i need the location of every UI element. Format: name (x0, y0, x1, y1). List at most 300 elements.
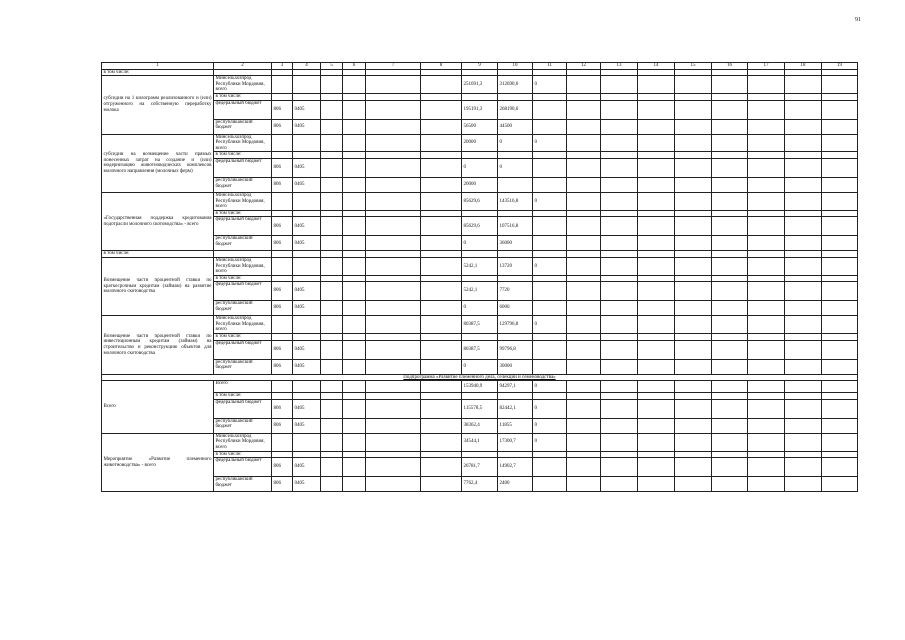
value-col11: 0 (533, 381, 567, 393)
label-row (102, 251, 858, 258)
empty-cell (822, 334, 858, 341)
empty-cell (748, 316, 785, 334)
empty-cell (343, 334, 366, 341)
grbs-cell (272, 76, 293, 94)
empty-cell (567, 458, 601, 477)
rzpr-cell (293, 433, 321, 451)
empty-cell (712, 316, 748, 334)
header-cell: 19 (822, 63, 858, 70)
value-col11 (533, 210, 567, 217)
empty-cell (785, 134, 822, 152)
rzpr-cell (293, 76, 321, 94)
value-col10 (498, 177, 533, 192)
empty-cell (567, 134, 601, 152)
empty-cell (785, 316, 822, 334)
table-row (102, 399, 858, 418)
empty-cell (822, 251, 858, 258)
source-cell: федеральный бюджет (214, 340, 272, 359)
empty-cell (343, 477, 366, 492)
empty-cell (785, 100, 822, 119)
empty-cell (421, 451, 462, 458)
grbs-cell: 806 (272, 119, 293, 134)
value-col10: 99796,8 (498, 340, 533, 359)
empty-cell (366, 334, 421, 341)
empty-cell (822, 458, 858, 477)
empty-cell (421, 477, 462, 492)
value-col10: 129796,8 (498, 316, 533, 334)
empty-cell (748, 93, 785, 100)
value-col9: 56500 (462, 119, 498, 134)
value-col9: 5242,1 (462, 282, 498, 301)
empty-cell (567, 381, 601, 393)
rzpr-cell: 0405 (293, 119, 321, 134)
empty-cell (822, 381, 858, 393)
empty-cell (675, 236, 712, 251)
empty-cell (601, 210, 638, 217)
empty-cell (675, 359, 712, 374)
empty-cell (366, 69, 421, 76)
source-cell: в том числе: (214, 334, 272, 341)
value-col11: 0 (533, 76, 567, 94)
empty-cell (567, 152, 601, 159)
empty-cell (567, 340, 601, 359)
header-cell: 18 (785, 63, 822, 70)
block-description: Возмещение части процентной ставки по инвестиционным кредитам (займам) на строительство и реконструкцию объектов для молочного скотоводства (102, 316, 214, 374)
subprogram-row (102, 374, 858, 381)
rzpr-cell: 0405 (293, 477, 321, 492)
rzpr-cell: 0405 (293, 340, 321, 359)
value-col10: 7720 (498, 282, 533, 301)
rzpr-cell (293, 334, 321, 341)
empty-cell (712, 334, 748, 341)
empty-cell (822, 192, 858, 210)
empty-cell (785, 257, 822, 275)
empty-cell (785, 477, 822, 492)
table-row (102, 433, 858, 451)
empty-cell (675, 301, 712, 316)
value-col10: 312690,6 (498, 76, 533, 94)
empty-cell (638, 251, 675, 258)
value-col9: 251691,3 (462, 76, 498, 94)
value-col11 (533, 282, 567, 301)
grbs-cell: 806 (272, 418, 293, 433)
empty-cell (748, 393, 785, 400)
empty-cell (822, 177, 858, 192)
empty-cell (321, 251, 343, 258)
empty-cell (321, 192, 343, 210)
value-col9: 195191,3 (462, 100, 498, 119)
empty-cell (321, 177, 343, 192)
empty-cell (748, 210, 785, 217)
value-col11 (533, 275, 567, 282)
empty-cell (343, 236, 366, 251)
empty-cell (601, 393, 638, 400)
empty-cell (321, 236, 343, 251)
value-col9: 34544,1 (462, 433, 498, 451)
value-col11 (533, 236, 567, 251)
value-col11 (533, 334, 567, 341)
empty-cell (343, 210, 366, 217)
empty-cell (343, 316, 366, 334)
empty-cell (638, 152, 675, 159)
rzpr-cell: 0405 (293, 236, 321, 251)
empty-cell (343, 282, 366, 301)
grbs-cell: 806 (272, 399, 293, 418)
header-cell: 1 (102, 63, 214, 70)
empty-cell (822, 134, 858, 152)
table-row (102, 158, 858, 177)
empty-cell (785, 76, 822, 94)
empty-cell (601, 192, 638, 210)
value-col11 (533, 93, 567, 100)
value-col11: 0 (533, 316, 567, 334)
empty-cell (567, 236, 601, 251)
empty-cell (638, 119, 675, 134)
empty-cell (748, 134, 785, 152)
empty-cell (421, 251, 462, 258)
empty-cell (293, 69, 321, 76)
empty-cell (675, 418, 712, 433)
rzpr-cell: 0405 (293, 282, 321, 301)
empty-cell (822, 477, 858, 492)
empty-cell (785, 217, 822, 236)
empty-cell (638, 477, 675, 492)
empty-cell (601, 418, 638, 433)
source-cell: в том числе: (214, 93, 272, 100)
grbs-cell (272, 93, 293, 100)
empty-cell (675, 100, 712, 119)
empty-cell (567, 119, 601, 134)
value-col10: 44500 (498, 119, 533, 134)
empty-cell (638, 76, 675, 94)
empty-cell (421, 418, 462, 433)
table-row (102, 177, 858, 192)
value-col10: 2400 (498, 477, 533, 492)
rzpr-cell: 0405 (293, 399, 321, 418)
empty-cell (675, 257, 712, 275)
empty-cell (785, 69, 822, 76)
empty-cell (343, 192, 366, 210)
empty-cell (601, 340, 638, 359)
empty-cell (638, 192, 675, 210)
empty-cell (421, 177, 462, 192)
source-cell: Минсельхозпрод Республики Мордовия, всего (214, 134, 272, 152)
empty-cell (343, 340, 366, 359)
empty-cell (748, 334, 785, 341)
empty-cell (601, 217, 638, 236)
empty-cell (343, 177, 366, 192)
source-cell: Минсельхозпрод Республики Мордовия, всего (214, 76, 272, 94)
empty-cell (567, 433, 601, 451)
empty-cell (822, 76, 858, 94)
empty-cell (638, 134, 675, 152)
empty-cell (712, 251, 748, 258)
value-col9: 0 (462, 359, 498, 374)
empty-cell (567, 93, 601, 100)
empty-cell (601, 451, 638, 458)
empty-cell (321, 210, 343, 217)
empty-cell (421, 340, 462, 359)
empty-cell (712, 69, 748, 76)
grbs-cell: 806 (272, 477, 293, 492)
empty-cell (822, 359, 858, 374)
value-col11 (533, 359, 567, 374)
table-row (102, 100, 858, 119)
empty-cell (675, 433, 712, 451)
empty-cell (567, 393, 601, 400)
empty-cell (343, 257, 366, 275)
value-col9: 20000 (462, 177, 498, 192)
grbs-cell: 806 (272, 217, 293, 236)
value-col9: 115578,5 (462, 399, 498, 418)
empty-cell (638, 217, 675, 236)
empty-cell (748, 359, 785, 374)
empty-cell (638, 334, 675, 341)
value-col9 (462, 334, 498, 341)
rzpr-cell (293, 316, 321, 334)
grbs-cell: 806 (272, 359, 293, 374)
empty-cell (366, 316, 421, 334)
value-col10: 6000 (498, 301, 533, 316)
rzpr-cell (293, 152, 321, 159)
rzpr-cell: 0405 (293, 418, 321, 433)
empty-cell (343, 158, 366, 177)
empty-cell (366, 257, 421, 275)
grbs-cell (272, 192, 293, 210)
empty-cell (321, 158, 343, 177)
empty-cell (748, 340, 785, 359)
source-cell: федеральный бюджет (214, 100, 272, 119)
source-cell: в том числе: (214, 152, 272, 159)
empty-cell (421, 257, 462, 275)
empty-cell (601, 359, 638, 374)
source-cell: в том числе: (214, 451, 272, 458)
empty-cell (421, 217, 462, 236)
empty-cell (601, 399, 638, 418)
value-col10 (498, 334, 533, 341)
table-row (102, 381, 858, 393)
empty-cell (675, 399, 712, 418)
empty-cell (601, 282, 638, 301)
value-col10: 0 (498, 134, 533, 152)
empty-cell (638, 275, 675, 282)
value-col10 (498, 393, 533, 400)
page-number: 91 (855, 17, 861, 23)
empty-cell (421, 381, 462, 393)
value-col11: 0 (533, 192, 567, 210)
empty-cell (462, 69, 498, 76)
empty-cell (601, 477, 638, 492)
empty-cell (321, 301, 343, 316)
table-row (102, 316, 858, 334)
empty-cell (822, 119, 858, 134)
empty-cell (601, 301, 638, 316)
header-row (102, 63, 858, 70)
empty-cell (321, 316, 343, 334)
empty-cell (567, 359, 601, 374)
empty-cell (638, 340, 675, 359)
empty-cell (822, 340, 858, 359)
empty-cell (785, 192, 822, 210)
empty-cell (785, 393, 822, 400)
empty-cell (533, 251, 567, 258)
empty-cell (822, 257, 858, 275)
empty-cell (601, 275, 638, 282)
header-cell: 10 (498, 63, 533, 70)
empty-cell (421, 399, 462, 418)
empty-cell (785, 340, 822, 359)
empty-cell (366, 381, 421, 393)
empty-cell (638, 359, 675, 374)
empty-cell (712, 282, 748, 301)
value-col9: 85629,6 (462, 217, 498, 236)
table-row (102, 451, 858, 458)
empty-cell (366, 192, 421, 210)
empty-cell (601, 458, 638, 477)
empty-cell (638, 100, 675, 119)
empty-cell (366, 177, 421, 192)
empty-cell (675, 217, 712, 236)
empty-cell (675, 393, 712, 400)
empty-cell (822, 301, 858, 316)
empty-cell (748, 451, 785, 458)
value-col10: 268190,6 (498, 100, 533, 119)
empty-cell (712, 433, 748, 451)
empty-cell (785, 275, 822, 282)
source-cell: республиканский бюджет (214, 177, 272, 192)
rzpr-cell (293, 275, 321, 282)
empty-cell (366, 399, 421, 418)
empty-cell (421, 316, 462, 334)
empty-cell (748, 100, 785, 119)
empty-cell (498, 251, 533, 258)
empty-cell (748, 433, 785, 451)
empty-cell (321, 433, 343, 451)
empty-cell (321, 119, 343, 134)
value-col11 (533, 100, 567, 119)
value-col10: 14902,7 (498, 458, 533, 477)
empty-cell (601, 69, 638, 76)
header-cell: 4 (293, 63, 321, 70)
empty-cell (366, 210, 421, 217)
empty-cell (712, 399, 748, 418)
empty-cell (321, 451, 343, 458)
table-row (102, 217, 858, 236)
empty-cell (785, 301, 822, 316)
empty-cell (567, 158, 601, 177)
grbs-cell (272, 134, 293, 152)
empty-cell (366, 152, 421, 159)
empty-cell (366, 275, 421, 282)
empty-cell (601, 134, 638, 152)
empty-cell (712, 359, 748, 374)
empty-cell (343, 393, 366, 400)
empty-cell (748, 381, 785, 393)
header-cell: 7 (366, 63, 421, 70)
rzpr-cell (293, 93, 321, 100)
value-col11 (533, 152, 567, 159)
block-description: субсидии на 1 килограмм реализованного и (или) отгруженного на собственную переработку молока (102, 76, 214, 134)
empty-cell (822, 152, 858, 159)
empty-cell (421, 236, 462, 251)
empty-cell (366, 418, 421, 433)
value-col11: 0 (533, 257, 567, 275)
empty-cell (748, 217, 785, 236)
empty-cell (421, 69, 462, 76)
empty-cell (343, 100, 366, 119)
empty-cell (785, 451, 822, 458)
source-cell: Минсельхозпрод Республики Мордовия, всего (214, 433, 272, 451)
rzpr-cell (293, 393, 321, 400)
empty-cell (321, 381, 343, 393)
value-col9 (462, 393, 498, 400)
rzpr-cell (293, 210, 321, 217)
value-col9: 0 (462, 158, 498, 177)
value-col11: 0 (533, 418, 567, 433)
empty-cell (822, 451, 858, 458)
empty-cell (785, 119, 822, 134)
empty-cell (366, 76, 421, 94)
value-col11 (533, 301, 567, 316)
value-col9: 7762,4 (462, 477, 498, 492)
label-v-tom-chisle: в том числе: (102, 69, 214, 76)
grbs-cell: 806 (272, 158, 293, 177)
header-cell: 15 (675, 63, 712, 70)
value-col10: 107516,8 (498, 217, 533, 236)
empty-cell (601, 381, 638, 393)
label-row (102, 69, 858, 76)
empty-cell (712, 210, 748, 217)
empty-cell (601, 236, 638, 251)
rzpr-cell: 0405 (293, 301, 321, 316)
empty-cell (675, 282, 712, 301)
source-cell: в том числе: (214, 275, 272, 282)
empty-cell (366, 359, 421, 374)
empty-cell (567, 100, 601, 119)
empty-cell (366, 451, 421, 458)
empty-cell (638, 381, 675, 393)
empty-cell (343, 76, 366, 94)
table-row (102, 334, 858, 341)
rzpr-cell: 0405 (293, 158, 321, 177)
table-row (102, 236, 858, 251)
grbs-cell (272, 433, 293, 451)
block-description: Мероприятие «Развитие племенного животноводства» - всего (102, 433, 214, 491)
empty-cell (421, 301, 462, 316)
empty-cell (321, 217, 343, 236)
value-col11 (533, 340, 567, 359)
empty-cell (567, 251, 601, 258)
empty-cell (675, 210, 712, 217)
rzpr-cell: 0405 (293, 100, 321, 119)
empty-cell (822, 316, 858, 334)
empty-cell (785, 418, 822, 433)
empty-cell (712, 236, 748, 251)
value-col10 (498, 93, 533, 100)
value-col11 (533, 393, 567, 400)
header-cell: 16 (712, 63, 748, 70)
grbs-cell (272, 393, 293, 400)
value-col11: 0 (533, 399, 567, 418)
empty-cell (321, 418, 343, 433)
rzpr-cell (293, 381, 321, 393)
empty-cell (638, 301, 675, 316)
source-cell: республиканский бюджет (214, 236, 272, 251)
empty-cell (712, 418, 748, 433)
table-row (102, 282, 858, 301)
table-row (102, 477, 858, 492)
empty-cell (748, 282, 785, 301)
